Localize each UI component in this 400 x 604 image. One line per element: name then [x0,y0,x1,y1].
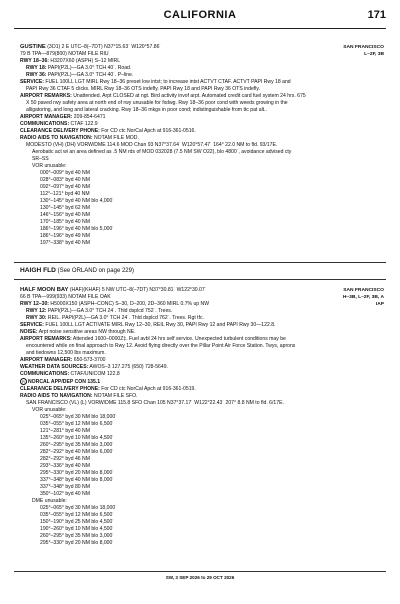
halfmoon-region: SAN FRANCISCO H–3B, L–2F, 3B, A IAP [342,288,384,307]
section-divider [14,262,386,263]
section-divider [14,279,386,280]
halfmoon-line: 025°–065° byd 30 NM blo 18,000´ [40,504,117,511]
halfmoon-line: 293°–336° byd 40 NM [40,462,90,469]
gustine-line: RWY 36: PAPI(P2L)—GA 3.0° TCH 40´. P–line. [26,72,134,78]
halfmoon-line: 337°–348° byd 40 NM blo 8,000´ [40,476,115,483]
halfmoon-coords: (HAF)(KHAF) 5 NW UTC–8(–7DT) N37°30.81´ W122°30.07´ [69,287,207,293]
halfmoon-line: RWY 30: REIL. PAPI(P2L)—GA 3.0° TCH 24´. Thld dsplcd 762´. Trees. Rgt tfc. [26,315,204,321]
gustine-entry [20,44,384,247]
halfmoon-line: 035°–055° byd 12 NM blo 6,500´ [40,511,115,518]
state-title: CALIFORNIA [163,9,237,21]
page-number: 171 [367,9,386,21]
haigh-reference: (See ORLAND on page 229) [57,268,134,274]
gustine-line: PAPI Rwy 36 CTAF 5 clicks. MIRL Rwy 18–36 OTS indefly. PAPI Rwy 18 and PAPI Rwy 36 OTS indefly. [26,86,260,92]
gustine-line: alligatoring, and long and lateral cracking. Rwy 18–36 mkgs in poor cond; indistinguishable from ttc pat alt.. [26,107,267,113]
halfmoon-line: 337°–348° byd 80 NM [40,483,90,490]
gustine-details [20,51,384,247]
halfmoon-line: NOISE: Arpt noise sensitive areas NW through NE. [20,329,136,335]
gustine-line: 028°–083° byd 40 NM [40,177,90,183]
gustine-line: 092°–097° byd 40 NM [40,184,90,190]
halfmoon-line: DME unusable: [32,497,67,504]
halfmoon-line: 295°–330° byd 20 NM blo 8,000´ [40,539,115,546]
halfmoon-line: WEATHER DATA SOURCES: AWOS–3 127.275 (650) 728-5649. [20,364,168,370]
halfmoon-line: CLEARANCE DELIVERY PHONE: For CD ctc NorCal Apch at 916-361-0519. [20,385,196,392]
gustine-line: RWY 18–36: H3207X60 (ASPH) S–12 MIRL [20,58,121,64]
gustine-line: 197°–338° byd 40 NM [40,240,90,246]
gustine-line: 170°–185° byd 40 NM [40,219,90,225]
halfmoon-line: COMMUNICATIONS: CTAF/UNICOM 122.8 [20,371,120,377]
halfmoon-line: 66 B TPA—999(933) NOTAM FILE OAK [20,294,111,300]
footer-date-range: SW, 3 SEP 2026 to 29 OCT 2026 [165,575,235,580]
halfmoon-line: 282°–292° byd 46 NM [40,455,90,462]
gustine-line: MODESTO (VH) (DH) VORW/DME 114.6 MOD Chan 93 N37°37.64´ W120°57.47´ 164° 22.0 NM to fld. 93/17E. [26,142,278,148]
page-header [14,8,386,29]
halfmoon-line: 260°–295° byd 35 NM blo 3,000´ [40,441,115,448]
gustine-line: CLEARANCE DELIVERY PHONE: For CD ctc NorCal Apch at 916-361-0516. [20,128,196,134]
halfmoon-entry [20,287,384,547]
halfmoon-line: AIRPORT MANAGER: 650-573-3700 [20,357,106,363]
radar-symbol-icon: R [20,378,27,385]
gustine-line: 186°–196° byd 40 NM blo 5,000´ [40,226,115,232]
gustine-line: VOR unusable: [32,163,67,169]
gustine-line: COMMUNICATIONS: CTAF 122.9 [20,121,98,127]
gustine-line: SR–SS [32,156,49,162]
halfmoon-line: VOR unusable: [32,406,67,413]
halfmoon-line: SAN FRANCISCO (VL) (L) VORW/DME 115.8 SFO Chan 105 N37°37.17´ W122°22.43´ 207° 8.8 NM to fld. 6/17E. [26,399,284,406]
halfmoon-line: 282°–292° byd 40 NM blo 6,000´ [40,448,115,455]
gustine-line: Aerobatic act wi an area defined as .5 NM rds of MOD 032028 (7.5 NM SW O22), blo 4800´, avoidance advised cty [32,149,292,155]
gustine-line: 130°–145° byd 62 NM [40,205,90,211]
halfmoon-line: 121°–281° byd 40 NM [40,427,90,434]
gustine-line: SERVICE: FUEL 100LL LGT MIRL Rwy 18–36 preset low intst; to increase intst ACTVT CTAF. ACTVT PAPI Rwy 18 and [20,79,291,85]
gustine-coords: (3O1) 2 E UTC–8(–7DT) N37°15.63´ W120°57.86´ [47,44,162,50]
halfmoon-line: encountered while on final approach to Rwy 12. Avoid flying directly over the Pillar Point Air Force Station. Twys, aprons [26,343,296,349]
halfmoon-line: R NORCAL APP/DEP CON 135.1 [20,378,384,386]
halfmoon-line: 260°–295° byd 35 NM blo 3,000´ [40,532,115,539]
gustine-line: X 50 paved rwy safety area at north end of rwy unusable for fxdwg. Rwy 18–36 poor cond with weeds growing in the [26,100,288,106]
halfmoon-line: and tiedowns 12,500 lbs maximum. [26,350,106,356]
halfmoon-line: 350°–102° byd 40 NM [40,490,90,497]
halfmoon-line: 295°–330° byd 20 NM blo 8,000´ [40,469,115,476]
gustine-line: RADIO AIDS TO NAVIGATION: NOTAM FILE MOD. [20,135,139,141]
gustine-line: AIRPORT MANAGER: 209-854-6471 [20,114,106,120]
halfmoon-line: RADIO AIDS TO NAVIGATION: NOTAM FILE SFO. [20,392,138,399]
gustine-line: AIRPORT REMARKS: Unattended. Arpt CLOSED at ngt. Bird activity invof arpt. Automated credit card fuel system 24 hrs. 675 [20,93,306,99]
footer-divider [14,571,386,572]
halfmoon-line: RWY 12: PAPI(P2L)—GA 3.0° TCH 24´. Thld dsplcd 752´. Trees. [26,308,173,314]
halfmoon-line: 025°–065° byd 30 NM blo 18,000´ [40,413,117,420]
gustine-name: GUSTINE [20,44,46,50]
halfmoon-line: AIRPORT REMARKS: Attended 1600–0000Z‡. Fuel avbl 24 hrs self service. Unexpected turbulent conditions may be [20,336,286,342]
gustine-line: 000°–009° byd 40 NM [40,170,90,176]
gustine-line: 79 B TPA—879(800) NOTAM FILE RIU [20,51,109,57]
gustine-line: 146°–156° byd 40 NM [40,212,90,218]
halfmoon-line: 035°–055° byd 12 NM blo 6,500´ [40,420,115,427]
gustine-region: SAN FRANCISCO L–2F, 3B [343,45,384,57]
gustine-line: RWY 18: PAPI(P2L)—GA 3.0° TCH 40´. Road. [26,65,132,71]
halfmoon-line: 135°–260° byd 10 NM blo 4,500´ [40,434,115,441]
halfmoon-line: SERVICE: FUEL 100LL LGT ACTIVATE MIRL Rwy 12–30, REIL Rwy 30, PAPI Rwy 12 and PAPI Rwy 30—122.8. [20,322,276,328]
haigh-name: HAIGH FLD [20,267,56,274]
halfmoon-line: 150°–190° byd 25 NM blo 4,500´ [40,518,115,525]
halfmoon-details [20,294,384,547]
gustine-line: 186°–196° byd 49 NM [40,233,90,239]
haigh-entry [20,267,134,274]
halfmoon-name: HALF MOON BAY [20,287,69,293]
halfmoon-line: 190°–260° byd 10 NM blo 4,500´ [40,525,115,532]
gustine-line: 112°–121° byd 40 NM [40,191,90,197]
halfmoon-header-line [20,287,384,294]
gustine-header-line [20,44,384,51]
gustine-line: 130°–145° byd 40 NM blo 4,000´ [40,198,115,204]
halfmoon-line: RWY 12–30: H5000X150 (ASPH–CONC) S–30, D–200, 2D–360 MIRL 0.7% up NW [20,301,210,307]
